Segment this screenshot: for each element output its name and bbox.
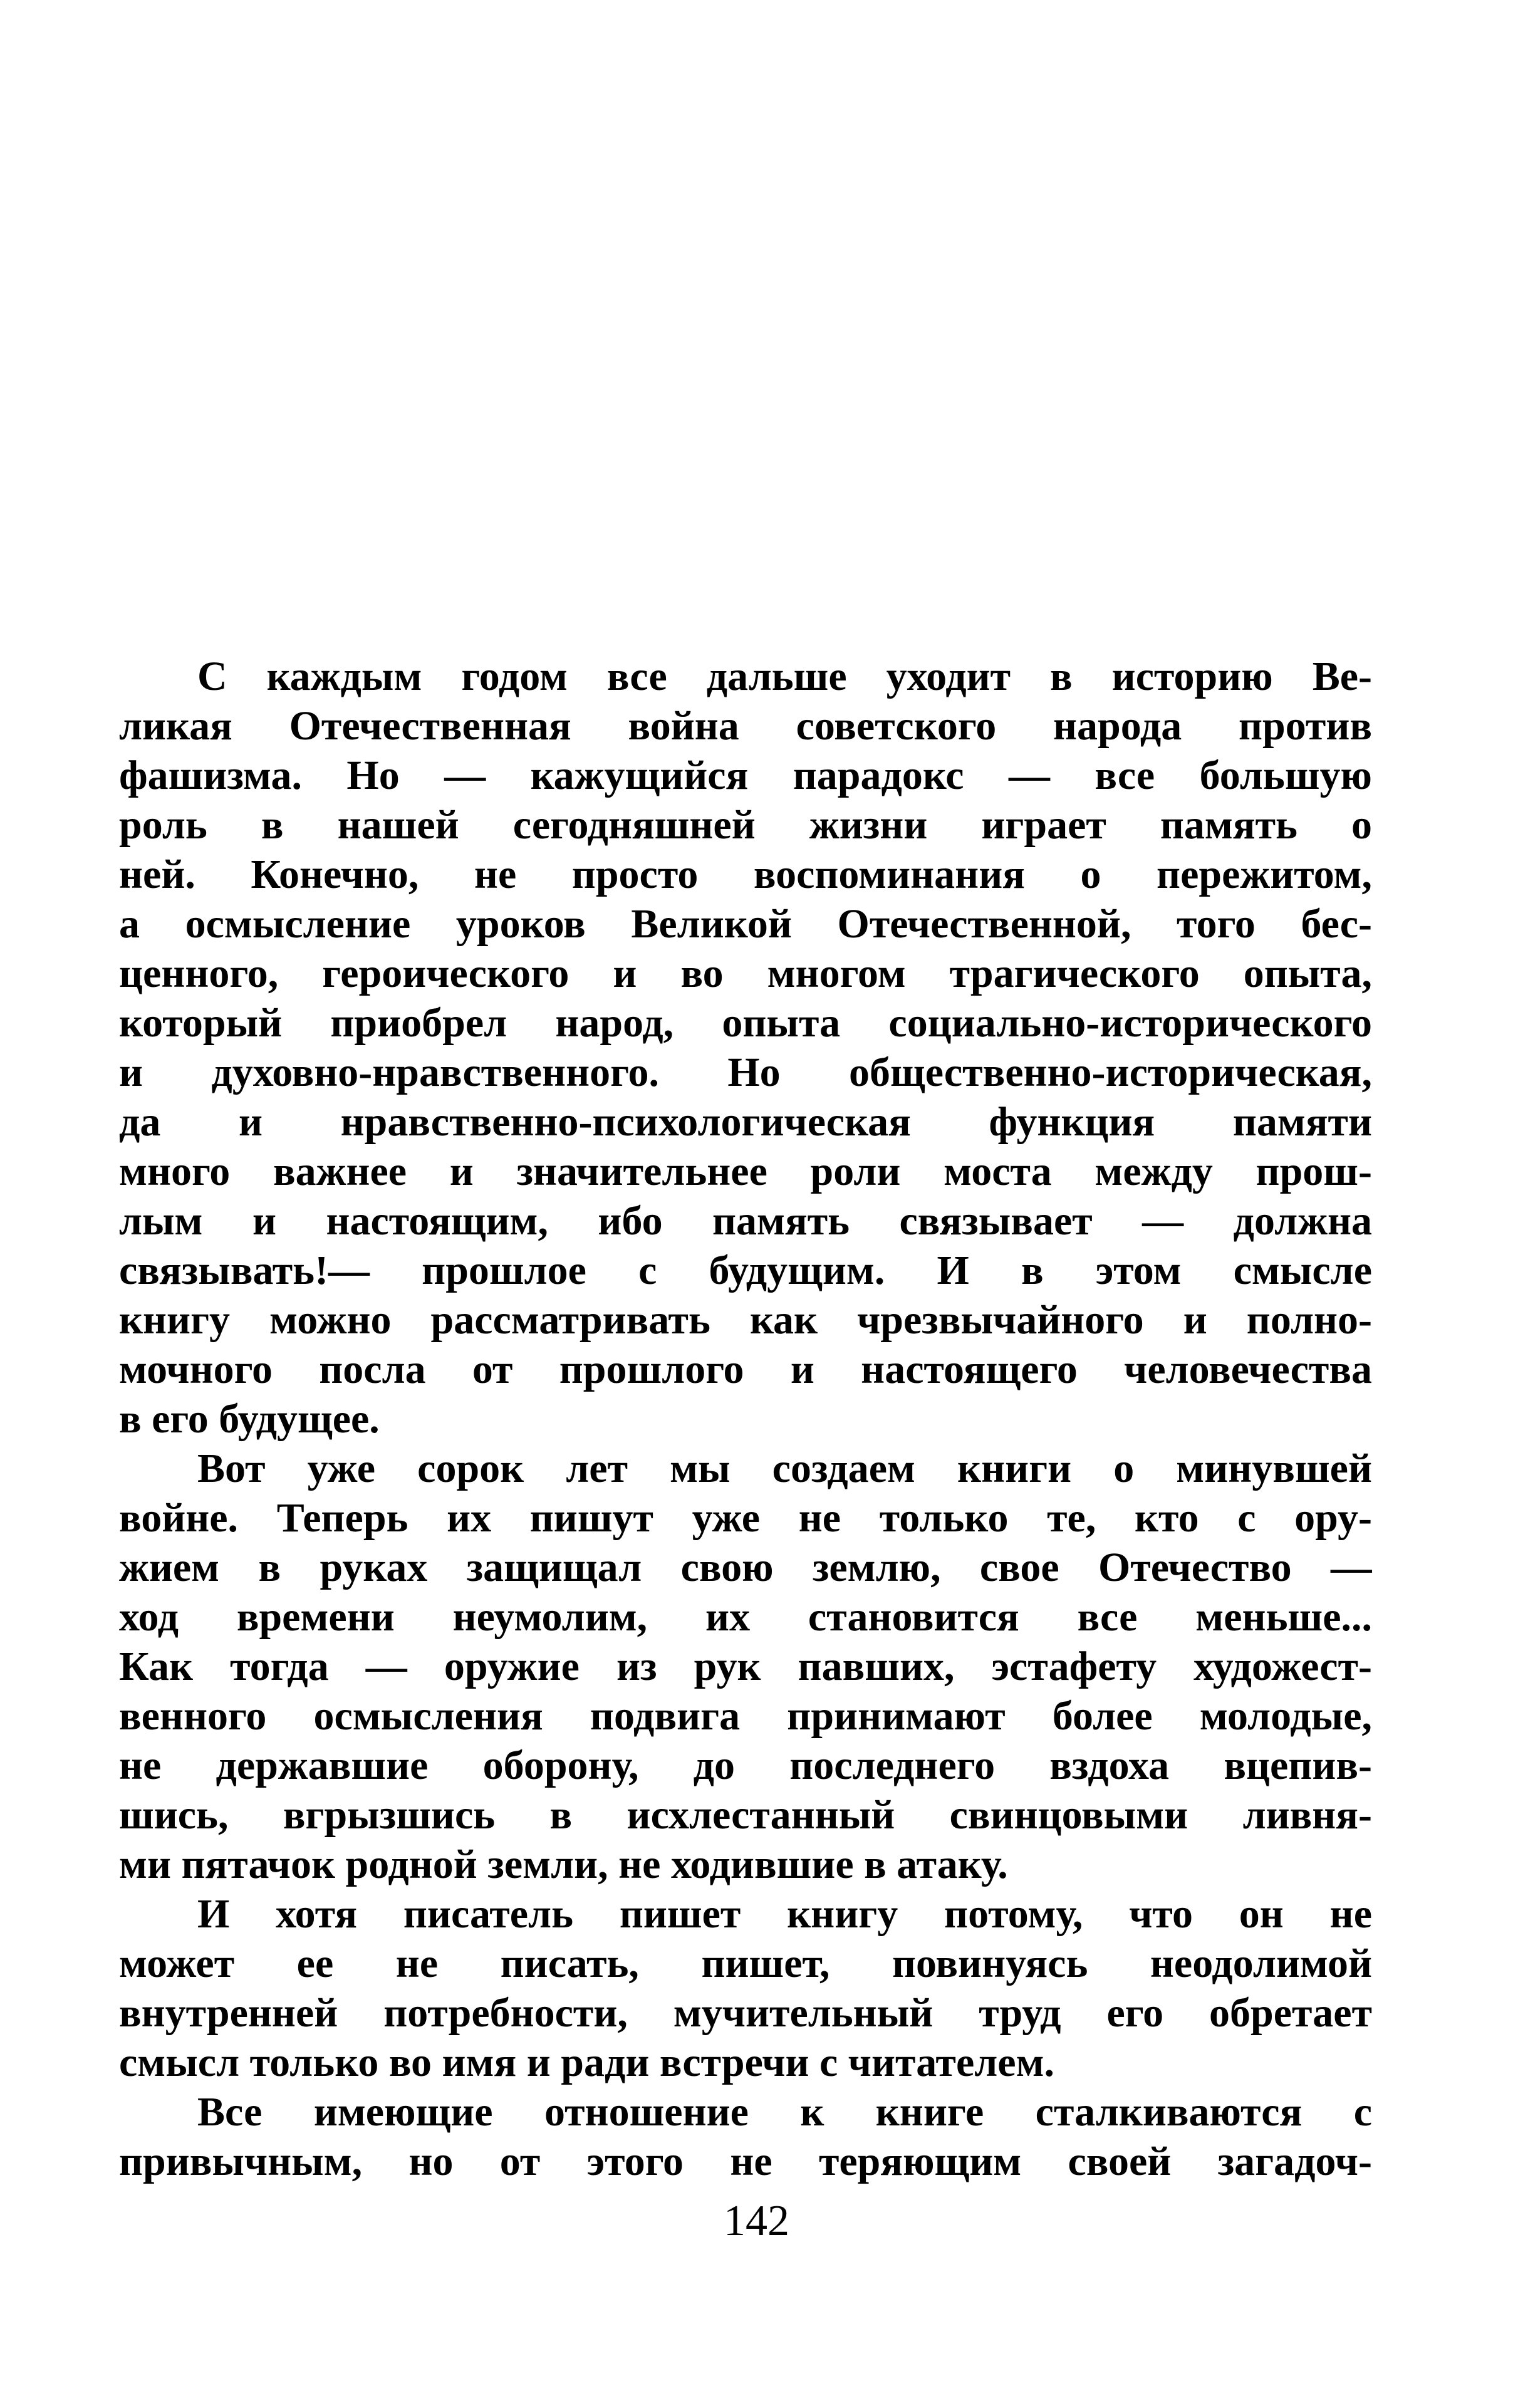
body-text xyxy=(119,652,1372,2186)
text-line: смысл только во имя и ради встречи с читателем. xyxy=(119,2040,1055,2085)
text-line: который приобрел народ, опыта социально-исторического xyxy=(119,1000,1372,1046)
text-line: Как тогда — оружие из рук павших, эстафету художест- xyxy=(119,1644,1372,1689)
paragraph-1 xyxy=(119,652,1372,1444)
text-line: фашизма. Но — кажущийся парадокс — все большую xyxy=(119,753,1372,798)
text-line: лым и настоящим, ибо память связывает — должна xyxy=(119,1198,1372,1244)
paragraph-3 xyxy=(119,1889,1372,2087)
text-line: не державшие оборону, до последнего вздоха вцепив- xyxy=(119,1743,1372,1788)
text-line: книгу можно рассматривать как чрезвычайного и полно- xyxy=(119,1297,1372,1343)
text-line: может ее не писать, пишет, повинуясь неодолимой xyxy=(119,1941,1372,1986)
text-line: да и нравственно-психологическая функция памяти xyxy=(119,1099,1372,1145)
text-line: ход времени неумолим, их становится все меньше... xyxy=(119,1594,1372,1640)
text-line: ми пятачок родной земли, не ходившие в атаку. xyxy=(119,1842,1008,1887)
paragraph-4 xyxy=(119,2087,1372,2186)
text-line: шись, вгрызшись в исхлестанный свинцовыми ливня- xyxy=(119,1792,1372,1838)
text-line: Все имеющие отношение к книге сталкиваются с xyxy=(197,2089,1372,2135)
text-line: привычным, но от этого не теряющим своей загадоч- xyxy=(119,2139,1372,2184)
page-number: 142 xyxy=(724,2197,789,2245)
text-line: и духовно-нравственного. Но общественно-историческая, xyxy=(119,1050,1372,1095)
text-line: С каждым годом все дальше уходит в историю Ве- xyxy=(197,654,1372,699)
text-line: венного осмысления подвига принимают более молодые, xyxy=(119,1693,1372,1739)
text-line: И хотя писатель пишет книгу потому, что он не xyxy=(197,1891,1372,1937)
text-line: в его будущее. xyxy=(119,1396,380,1442)
text-line: много важнее и значительнее роли моста между прош- xyxy=(119,1149,1372,1194)
text-line: жием в руках защищал свою землю, свое Отечество — xyxy=(119,1545,1372,1590)
paragraph-2 xyxy=(119,1444,1372,1889)
text-line: Вот уже сорок лет мы создаем книги о минувшей xyxy=(197,1446,1372,1491)
text-line: связывать!— прошлое с будущим. И в этом смысле xyxy=(119,1248,1372,1293)
text-line: мочного посла от прошлого и настоящего человечества xyxy=(119,1347,1372,1392)
text-line: ликая Отечественная война советского народа против xyxy=(119,703,1372,749)
text-line: ценного, героического и во многом трагического опыта, xyxy=(119,951,1372,996)
text-line: внутренней потребности, мучительный труд его обретает xyxy=(119,1990,1372,2036)
text-line: а осмысление уроков Великой Отечественной, того бес- xyxy=(119,901,1372,947)
text-line: ней. Конечно, не просто воспоминания о пережитом, xyxy=(119,852,1372,897)
text-line: роль в нашей сегодняшней жизни играет память о xyxy=(119,802,1372,848)
text-line: войне. Теперь их пишут уже не только те, кто с ору- xyxy=(119,1495,1372,1541)
